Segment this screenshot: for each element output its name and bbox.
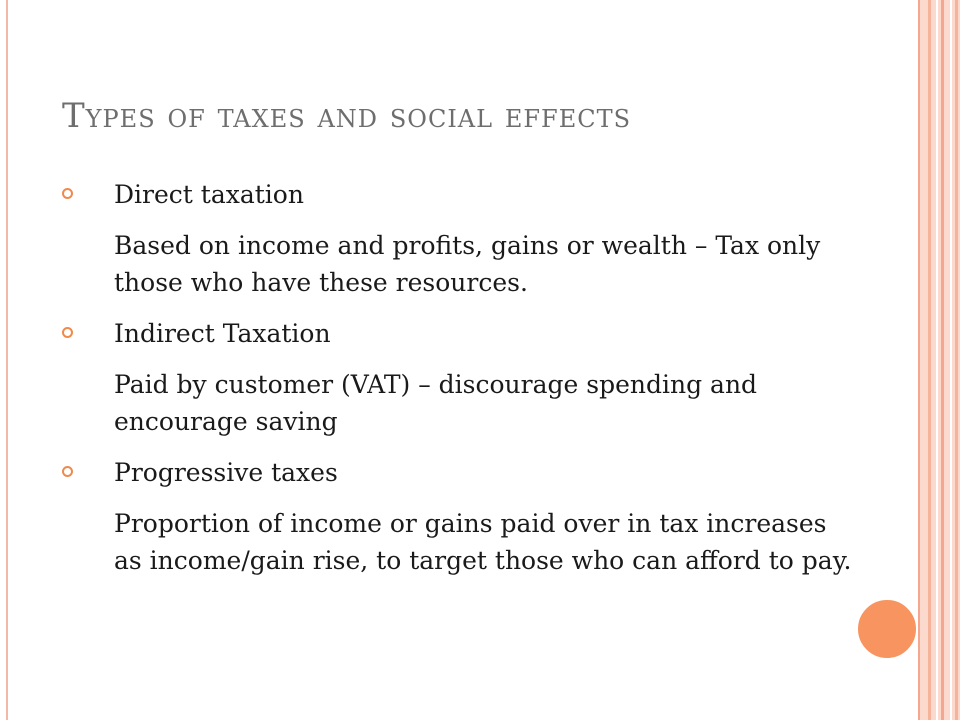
band-stripe bbox=[928, 0, 931, 720]
list-item bbox=[62, 176, 862, 213]
item-heading: Direct taxation bbox=[114, 180, 304, 209]
slide-title: Types of taxes and social effects bbox=[62, 96, 632, 136]
list-item-detail bbox=[62, 366, 862, 440]
band-stripe bbox=[936, 0, 938, 720]
list-item bbox=[62, 454, 862, 491]
left-border bbox=[6, 0, 8, 720]
decorative-circle bbox=[856, 598, 918, 660]
item-heading: Indirect Taxation bbox=[114, 319, 331, 348]
bullet-list bbox=[62, 176, 862, 593]
item-detail: Proportion of income or gains paid over in tax increases as income/gain rise, to target those who can afford to pay. bbox=[114, 509, 852, 575]
bullet-icon bbox=[62, 188, 73, 199]
band-stripe bbox=[955, 0, 958, 720]
band-stripe bbox=[918, 0, 920, 720]
item-heading: Progressive taxes bbox=[114, 458, 338, 487]
right-decorative-band bbox=[918, 0, 960, 720]
item-detail: Paid by customer (VAT) – discourage spending and encourage saving bbox=[114, 370, 758, 436]
list-item-detail bbox=[62, 505, 862, 579]
item-detail: Based on income and profits, gains or wealth – Tax only those who have these resources. bbox=[114, 231, 821, 297]
band-stripe bbox=[950, 0, 952, 720]
list-item-detail bbox=[62, 227, 862, 301]
list-item bbox=[62, 315, 862, 352]
band-stripe bbox=[941, 0, 944, 720]
bullet-icon bbox=[62, 327, 73, 338]
bullet-icon bbox=[62, 466, 73, 477]
